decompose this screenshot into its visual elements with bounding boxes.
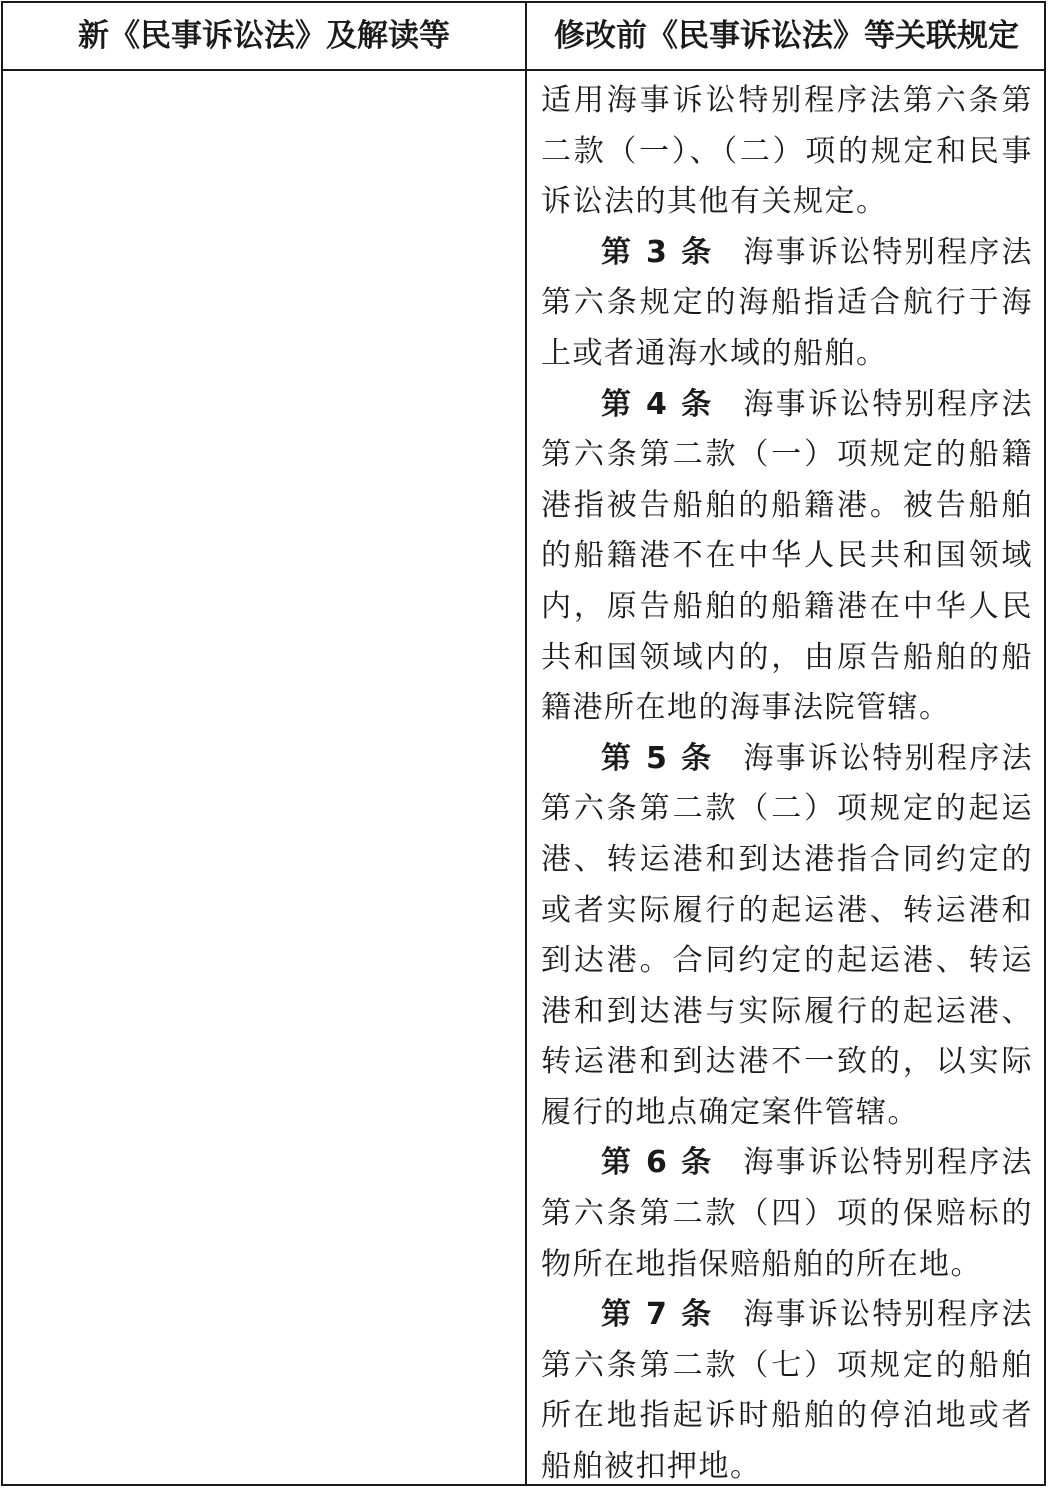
column-divider (525, 3, 527, 1484)
article-5 (541, 734, 1033, 1139)
article-number: 第 3 条 (601, 234, 714, 270)
article-3 (541, 228, 1033, 380)
article-text: 海事诉讼特别程序法第六条第二款（一）项规定的船籍港指被告船舶的船籍港。被告船舶的船籍港不在中华人民共和国领域内，原告船舶的船籍港在中华人民共和国领域内的，由原告船舶的船籍港所在地的海事法院管辖。 (541, 386, 1033, 726)
header-divider (3, 69, 1044, 71)
lead-paragraph: 适用海事诉讼特别程序法第六条第二款（一）、（二）项的规定和民事诉讼法的其他有关规定。 (541, 83, 1033, 220)
header-new-law: 新《民事诉讼法》及解读等 (78, 18, 450, 54)
article-number: 第 5 条 (601, 740, 714, 776)
article-number: 第 6 条 (601, 1145, 714, 1181)
article-text: 海事诉讼特别程序法第六条第二款（二）项规定的起运港、转运港和到达港指合同约定的或者实际履行的起运港、转运港和到达港。合同约定的起运港、转运港和到达港与实际履行的起运港、转运港和到达港不一致的，以实际履行的地点确定案件管辖。 (541, 740, 1033, 1130)
article-number: 第 4 条 (601, 386, 714, 422)
header-old-law: 修改前《民事诉讼法》等关联规定 (554, 18, 1019, 54)
article-4 (541, 380, 1033, 734)
article-text: 海事诉讼特别程序法第六条第二款（四）项的保赔标的物所在地指保赔船舶的所在地。 (541, 1145, 1033, 1282)
article-7 (541, 1290, 1033, 1492)
article-text: 海事诉讼特别程序法第六条第二款（七）项规定的船舶所在地指起诉时船舶的停泊地或者船舶被扣押地。 (541, 1297, 1033, 1485)
right-column-content (541, 76, 1033, 1493)
article-number: 第 7 条 (601, 1297, 714, 1333)
article-6 (541, 1138, 1033, 1290)
article-text: 海事诉讼特别程序法第六条规定的海船指适合航行于海上或者通海水域的船舶。 (541, 234, 1033, 371)
